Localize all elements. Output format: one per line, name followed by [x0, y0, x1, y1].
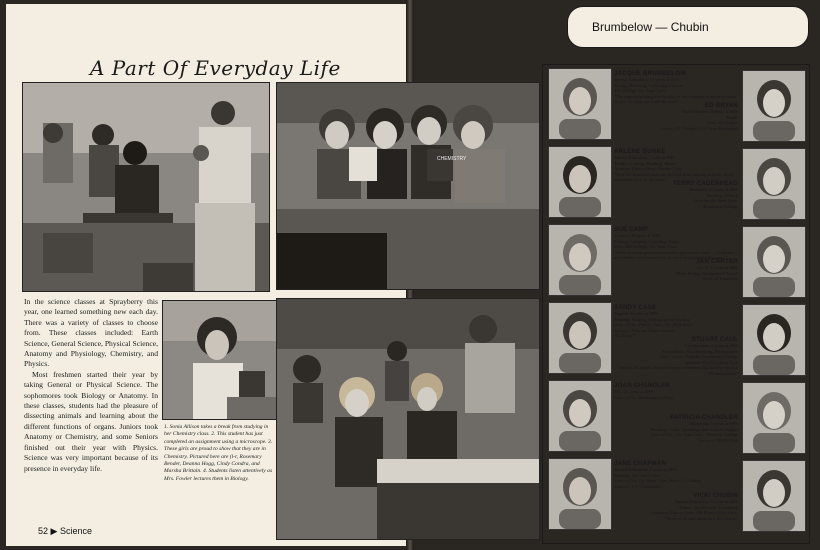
teacher-info-line: Sponsor: DECA Club [698, 437, 738, 443]
teacher-info-line: Tennis, Needlework, Gardening [679, 504, 738, 510]
teacher-info-line: Marketing; 5 years at SHS [689, 421, 738, 426]
page-header: Brumbelow — Chubin [592, 20, 709, 34]
teacher-name: JOAN CHANDLER [614, 382, 671, 389]
teacher-info-line: "The important thing is to be able at any moment to sacrifice what we are for what we could become!" [614, 93, 736, 105]
teacher-info-line: Special Education; 6 years at SHS [675, 499, 738, 504]
teacher-info-line: Special Education; 11 years at SHS [614, 77, 680, 82]
teacher-portrait [742, 382, 806, 454]
teacher-name: JAN CARTER [696, 258, 738, 265]
teacher-entry [614, 226, 738, 261]
teacher-info-line: Coach, J.V. Football, J.V. Boys Basketball [660, 125, 738, 131]
teacher-info-line: P.E.; 10 years at SHS [614, 389, 654, 394]
teacher-name: SANDY CASE [614, 304, 657, 311]
teacher-entry [614, 148, 738, 183]
teacher-portrait [548, 458, 612, 530]
teacher-name: ED BRYAN [704, 102, 738, 109]
teacher-info-line: "Tell me I'll forget, show me I may remember, but involve me and I'll understand." [616, 365, 738, 376]
teacher-info-line: Mars Hill College, Ga. State Univ. [614, 244, 678, 250]
teacher-info-line: Tift College, Ga. State Univ. [614, 88, 667, 94]
folio-arrow-icon: ▶ [50, 526, 58, 536]
teacher-info-line: Acting, Directing, Collecting Clowns [614, 82, 683, 88]
teacher-info-line: "When that one great scorer writes against our name — it matters not whether you won or lost, but how you planned the game." [614, 249, 735, 261]
teacher-info-line: Reading, Crafts, Spending time with my family [650, 426, 738, 432]
teacher-portrait [742, 148, 806, 220]
teacher-info-line: Sponsor: National Honor Society [614, 327, 676, 333]
teacher-info-line: A.L.P.; 5 years at SHS [696, 265, 738, 270]
teacher-portrait [742, 70, 806, 142]
teacher-entry [614, 102, 738, 131]
teacher-info-line: Special Education; 5 years at SHS [614, 467, 677, 472]
teacher-entry [614, 414, 738, 443]
page-title: A Part Of Everyday Life [90, 56, 341, 80]
teacher-info-line: Univ. of Ga., Ga. State Univ., West Ga. College [650, 432, 738, 438]
teacher-info-line: Construction; 2 years at SHS [684, 343, 738, 348]
teacher-info-line: Univ. of Ga., Kennesaw College [614, 394, 674, 400]
teacher-info-line: Water Skiing, Racquetball, Travel [675, 270, 738, 276]
teacher-entry [614, 258, 738, 282]
teacher-info-line: Univ. of Ga., Ga. State Univ., West Ga. College [614, 478, 702, 484]
teacher-info-line: Sponsor: J.V. Cheerleaders [614, 483, 664, 489]
teacher-entry [614, 460, 738, 489]
teacher-info-line: English; 8 years at SHS [614, 311, 658, 316]
article-paragraph: In the science classes at Sprayberry this year, one learned something new each day. There was a variety of classes to choose from. These classes included: Earth Science, General Science, Physical Science, Anatomy and Physiology, Chemistry, and Physics. [24, 297, 158, 369]
teacher-entry [614, 382, 738, 400]
teacher-info-line: "Go Dogs!" [614, 333, 636, 339]
teacher-info-line: Jacksonville State Univ. [693, 198, 738, 204]
teacher-info-line: Southern Illinois Univ., NE Illinois State Univ. [651, 510, 738, 516]
teacher-info-line: Univ. of Tennessee [703, 276, 738, 282]
teacher-portrait [742, 460, 806, 532]
teacher-info-line: Special Education; 1 year at SHS [614, 155, 676, 160]
teacher-portrait [742, 226, 806, 298]
teacher-name: VICKI CHUBIN [693, 492, 738, 499]
section-name: Science [59, 526, 92, 536]
teacher-info-line: Hunting, Fishing [706, 192, 738, 198]
teacher-info-line: "There is no such thing as a free lunch." [664, 515, 738, 521]
teacher-info-line: Social Studies; 8 years at SHS [682, 109, 738, 114]
teacher-name: JACQUE BRUMBELOW [614, 70, 687, 77]
teacher-entry [614, 336, 738, 377]
teacher-info-line: Reading, Arts and Crafts [614, 472, 660, 478]
teacher-info-line: Reading, Singing, Taking care of my dog [614, 316, 690, 322]
teacher-portrait [548, 302, 612, 374]
teacher-name: TERRY CADENHEAD [673, 180, 738, 187]
teacher-name: STUART CAUL [691, 336, 738, 343]
teacher-info-line: Business; 10 years at SHS [689, 187, 738, 192]
teacher-name: ARLENE BURKE [614, 148, 666, 155]
teacher-info-line: Kennesaw College [703, 203, 738, 209]
teacher-info-line: Science; 20 years at SHS [614, 233, 661, 238]
teacher-portrait [548, 380, 612, 452]
teacher-info-line: Univ. of Ga., DeKalb Community College [660, 354, 738, 360]
teacher-name: JANE CHAPMAN [614, 460, 667, 467]
teacher-entry [614, 70, 738, 105]
teacher-info-line: "Note the beautiful harmony derived from playing both the black and white keys on the piano." [614, 171, 734, 183]
teacher-entry [614, 492, 738, 521]
photo-caption: 1. Sonia Allison takes a break from studying in her Chemistry class. 2. This student has just completed an assignment using a microscope. 3. These girls are proud to show that they are in Chemistry. Pictured here are (l-r, Rosemary Bender, Deanna Hogg, Cindy Condra, and Marsha Brittain. 4. Students listen attentively as Mrs. Fowler lectures them in Biology. [164, 424, 273, 482]
photo-microscope-student [162, 300, 278, 420]
teacher-name: SUE CAMP [614, 226, 649, 233]
teacher-portrait [548, 146, 612, 218]
teacher-entry [614, 180, 738, 209]
teacher-info-line: Tennis, Cooking, Reading, Music [614, 160, 676, 166]
photo-classroom [22, 82, 270, 292]
right-page [412, 4, 814, 546]
article-paragraph: Most freshmen started their year by taking General or Physical Science. The sophomores took Biology or Anatomy. In these classes, students had the pleasure of dissecting animals and learning about the different functions of organs. Juniors took Anatomy or Chemistry, and some Seniors finished out their year with Physics. Science was very important because of its presence in everyday life. [24, 369, 158, 473]
teacher-portrait [742, 304, 806, 376]
teacher-portrait [548, 224, 612, 296]
teacher-portrait [548, 68, 612, 140]
teacher-info-line: Sponsor: Woodworking Club [684, 359, 738, 365]
teacher-info-line: Northern Illinois Univ., Purdue Univ. [614, 166, 683, 172]
teacher-info-line: Racquetball, Woodworking, Photography [661, 348, 738, 354]
teacher-info-line: Fishing, Camping, Coaching Youth [614, 238, 679, 244]
book-label: CHEMISTRY [437, 156, 467, 162]
page-number: 52 [38, 526, 49, 536]
teacher-entry [614, 304, 738, 339]
teacher-info-line: Univ. of Georgia [707, 120, 738, 126]
teacher-name: PATRICIA CHANDLER [670, 414, 738, 421]
teacher-info-line: Univ. of Ga., Emory Univ., Ga. State Univ. [614, 322, 693, 328]
teacher-info-line: Tennis [725, 114, 738, 120]
